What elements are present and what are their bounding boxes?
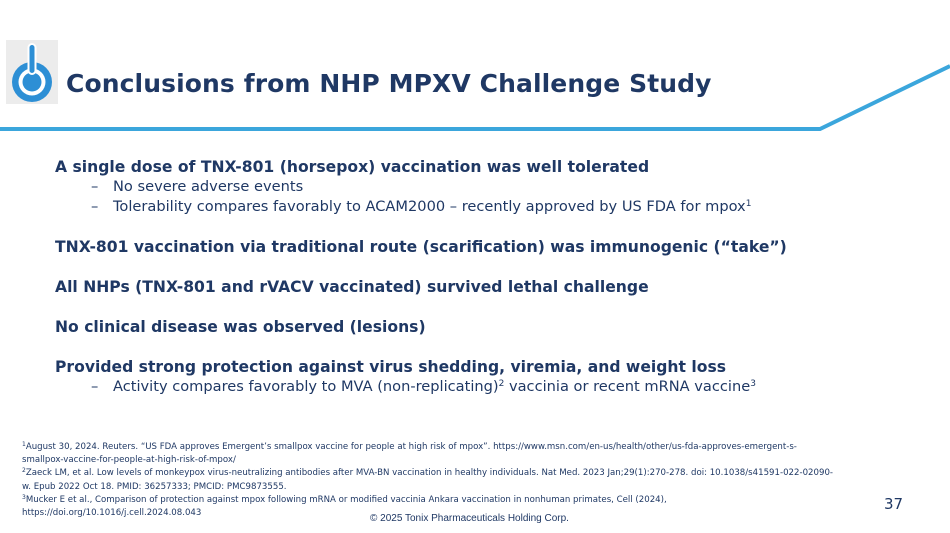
reference-item-continued: https://doi.org/10.1016/j.cell.2024.08.043: [22, 508, 202, 519]
bullet-text: Tolerability compares favorably to ACAM2000 – recently approved by US FDA for mpox: [113, 198, 746, 215]
bullet-item: [55, 377, 935, 397]
page-title: Conclusions from NHP MPXV Challenge Study: [66, 69, 712, 98]
footnote-marker: 3: [750, 379, 756, 389]
conclusion-heading: Provided strong protection against virus shedding, viremia, and weight loss: [55, 358, 727, 376]
page-number: 37: [884, 495, 904, 513]
reference-number: 2: [22, 467, 26, 475]
conclusions-list: [55, 157, 935, 397]
bullet-item: [55, 177, 935, 197]
conclusion-heading: No clinical disease was observed (lesions): [55, 318, 426, 336]
reference-item: [22, 467, 902, 480]
reference-text: Zaeck LM, et al. Low levels of monkeypox virus-neutralizing antibodies after MVA-BN vaccination in healthy individuals. Nat Med. 2023 Jan;29(1):270-278. doi: 10.1038/s41591-022-02090-: [25, 468, 834, 479]
footnote-marker: 2: [498, 379, 505, 389]
bullet-item: [55, 197, 935, 217]
reference-text: August 30, 2024. Reuters. “US FDA approves Emergent’s smallpox vaccine for people at high risk of mpox”. https://www.msn.com/en-us/health/other/us-fda-approves-emergent-s-: [25, 442, 797, 452]
footnote-marker: 1: [745, 199, 752, 209]
reference-number: 3: [22, 493, 26, 501]
title-divider-line: [0, 62, 950, 134]
bullet-text: vaccinia or recent mRNA vaccine: [504, 378, 751, 395]
dash-marker: –: [91, 378, 99, 395]
dash-marker: –: [91, 178, 99, 195]
conclusion-heading: All NHPs (TNX-801 and rVACV vaccinated) survived lethal challenge: [55, 278, 649, 296]
references: [22, 441, 902, 520]
reference-item-continued: smallpox-vaccine-for-people-at-high-risk-of-mpox/: [22, 455, 236, 466]
reference-item: [22, 494, 902, 507]
bullet-text: No severe adverse events: [113, 178, 304, 195]
conclusion-heading: TNX-801 vaccination via traditional route (scarification) was immunogenic (“take”): [55, 238, 787, 256]
reference-item: [22, 441, 902, 454]
conclusion-heading: A single dose of TNX-801 (horsepox) vaccination was well tolerated: [55, 158, 650, 176]
reference-number: 1: [22, 441, 26, 448]
bullet-text: Activity compares favorably to MVA (non-replicating): [113, 378, 499, 395]
reference-text: Mucker E et al., Comparison of protection against mpox following mRNA or modified vaccinia Ankara vaccination in nonhuman primates, Cell (2024),: [25, 494, 667, 505]
reference-item-continued: w. Epub 2022 Oct 18. PMID: 36257333; PMCID: PMC9873555.: [22, 481, 287, 492]
copyright-notice: © 2025 Tonix Pharmaceuticals Holding Corp.: [370, 513, 569, 524]
dash-marker: –: [91, 198, 99, 215]
